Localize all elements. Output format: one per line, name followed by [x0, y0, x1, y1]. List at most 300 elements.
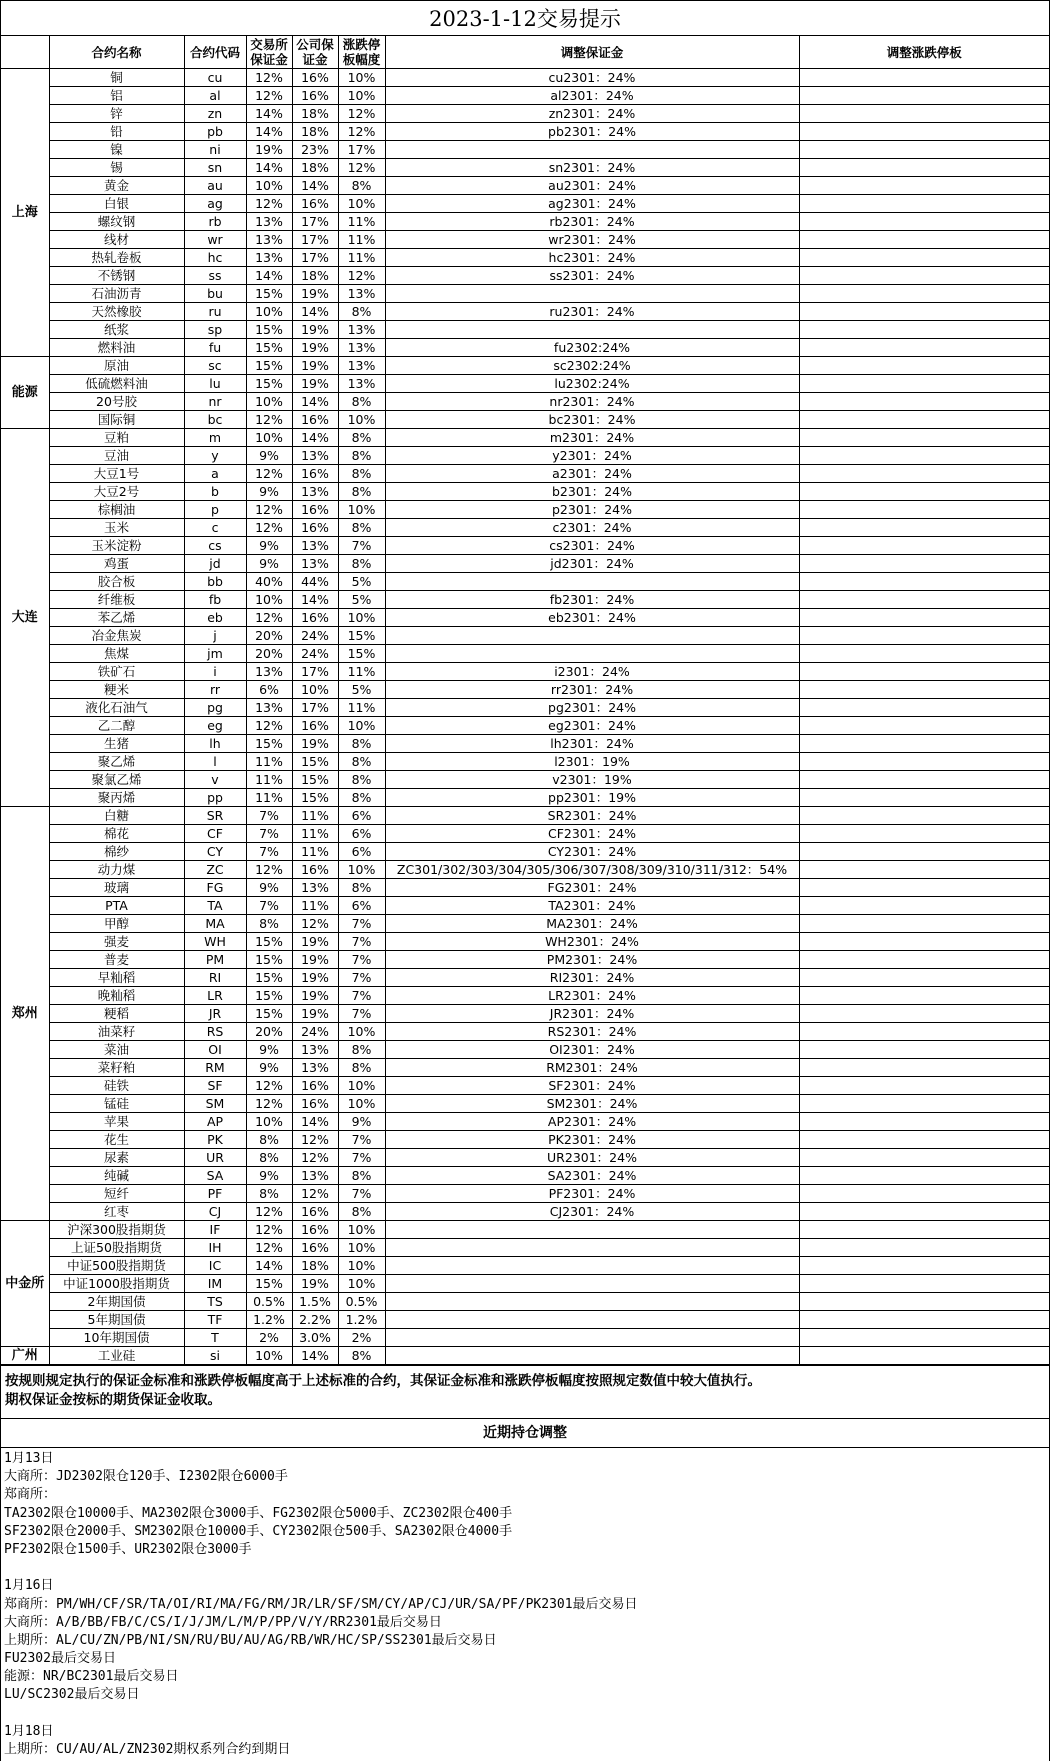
contract-name-cell: 短纤	[49, 1185, 184, 1203]
limit-range-cell: 8%	[338, 447, 385, 465]
contract-name-cell: 豆粕	[49, 429, 184, 447]
position-adjust-line: SF2302限仓2000手、SM2302限仓10000手、CY2302限仓500手、SA2302限仓4000手	[4, 1523, 513, 1539]
table-row	[1, 1239, 1049, 1257]
contract-code-cell: eg	[184, 717, 246, 735]
contract-name-cell: 苯乙烯	[49, 609, 184, 627]
company-margin-cell: 18%	[292, 1257, 338, 1275]
exchange-margin-cell: 12%	[246, 1203, 292, 1221]
company-margin-cell: 16%	[292, 609, 338, 627]
adjusted-margin-cell: RS2301：24%	[385, 1023, 799, 1041]
adjusted-margin-cell: pp2301：19%	[385, 789, 799, 807]
position-adjust-line: 1月13日	[4, 1451, 54, 1466]
limit-range-cell: 12%	[338, 105, 385, 123]
company-margin-cell: 13%	[292, 1059, 338, 1077]
exchange-margin-cell: 15%	[246, 357, 292, 375]
contract-name-cell: 乙二醇	[49, 717, 184, 735]
exchange-margin-cell: 15%	[246, 321, 292, 339]
contract-code-cell: pp	[184, 789, 246, 807]
adjusted-limit-cell	[799, 771, 1049, 789]
limit-range-cell: 13%	[338, 321, 385, 339]
contract-code-cell: jd	[184, 555, 246, 573]
adjusted-limit-cell	[799, 393, 1049, 411]
exchange-margin-cell: 7%	[246, 825, 292, 843]
adjusted-margin-cell: pb2301：24%	[385, 123, 799, 141]
adjusted-limit-cell	[799, 1113, 1049, 1131]
contract-name-cell: 铝	[49, 87, 184, 105]
contract-name-cell: 热轧卷板	[49, 249, 184, 267]
contract-name-cell: 甲醇	[49, 915, 184, 933]
adjusted-limit-cell	[799, 159, 1049, 177]
adjusted-margin-cell: FG2301：24%	[385, 879, 799, 897]
table-row	[1, 1329, 1049, 1347]
table-row	[1, 1041, 1049, 1059]
rules-notice	[1, 1365, 1049, 1418]
contract-name-cell: 沪深300股指期货	[49, 1221, 184, 1239]
table-row	[1, 69, 1049, 87]
contract-name-cell: 白糖	[49, 807, 184, 825]
exchange-margin-cell: 12%	[246, 465, 292, 483]
limit-range-cell: 8%	[338, 177, 385, 195]
company-margin-cell: 19%	[292, 285, 338, 303]
adjusted-limit-cell	[799, 1131, 1049, 1149]
company-margin-cell: 15%	[292, 771, 338, 789]
adjusted-margin-cell	[385, 1221, 799, 1239]
company-margin-cell: 17%	[292, 663, 338, 681]
adjusted-limit-cell	[799, 177, 1049, 195]
contract-name-cell: 菜油	[49, 1041, 184, 1059]
limit-range-cell: 13%	[338, 285, 385, 303]
adjusted-margin-cell: CF2301：24%	[385, 825, 799, 843]
exchange-margin-cell: 0.5%	[246, 1293, 292, 1311]
contract-code-cell: bu	[184, 285, 246, 303]
contract-code-cell: fu	[184, 339, 246, 357]
limit-range-cell: 2%	[338, 1329, 385, 1347]
limit-range-cell: 15%	[338, 627, 385, 645]
exchange-margin-cell: 12%	[246, 717, 292, 735]
table-row	[1, 483, 1049, 501]
table-row	[1, 699, 1049, 717]
contract-code-cell: si	[184, 1347, 246, 1365]
limit-range-cell: 10%	[338, 1221, 385, 1239]
limit-range-cell: 7%	[338, 537, 385, 555]
table-row	[1, 609, 1049, 627]
adjusted-limit-cell	[799, 1275, 1049, 1293]
limit-range-cell: 8%	[338, 753, 385, 771]
adjusted-margin-cell: rr2301：24%	[385, 681, 799, 699]
adjusted-limit-cell	[799, 141, 1049, 159]
contract-name-cell: 纤维板	[49, 591, 184, 609]
limit-range-cell: 8%	[338, 555, 385, 573]
exchange-margin-cell: 9%	[246, 879, 292, 897]
adjusted-limit-cell	[799, 609, 1049, 627]
contract-code-cell: ni	[184, 141, 246, 159]
table-row	[1, 1005, 1049, 1023]
exchange-margin-cell: 15%	[246, 285, 292, 303]
contract-code-cell: j	[184, 627, 246, 645]
contract-code-cell: JR	[184, 1005, 246, 1023]
adjusted-limit-cell	[799, 537, 1049, 555]
adjusted-margin-cell: p2301：24%	[385, 501, 799, 519]
contract-name-cell: 豆油	[49, 447, 184, 465]
table-row	[1, 501, 1049, 519]
adjusted-margin-cell: ru2301：24%	[385, 303, 799, 321]
exchange-margin-cell: 7%	[246, 843, 292, 861]
exchange-margin-cell: 13%	[246, 231, 292, 249]
exchange-margin-cell: 40%	[246, 573, 292, 591]
exchange-margin-cell: 8%	[246, 915, 292, 933]
adjusted-limit-cell	[799, 627, 1049, 645]
table-row	[1, 159, 1049, 177]
exchange-margin-cell: 9%	[246, 447, 292, 465]
limit-range-cell: 7%	[338, 951, 385, 969]
contract-code-cell: CJ	[184, 1203, 246, 1221]
adjusted-limit-cell	[799, 411, 1049, 429]
exchange-margin-cell: 9%	[246, 483, 292, 501]
table-row	[1, 1149, 1049, 1167]
company-margin-cell: 19%	[292, 1275, 338, 1293]
adjusted-margin-cell: rb2301：24%	[385, 213, 799, 231]
adjusted-limit-cell	[799, 69, 1049, 87]
adjusted-margin-cell: WH2301：24%	[385, 933, 799, 951]
contract-name-cell: PTA	[49, 897, 184, 915]
exchange-margin-cell: 15%	[246, 375, 292, 393]
contract-name-cell: 硅铁	[49, 1077, 184, 1095]
header-adjusted-margin: 调整保证金	[385, 36, 799, 69]
exchange-margin-cell: 12%	[246, 1095, 292, 1113]
contract-code-cell: SM	[184, 1095, 246, 1113]
table-row	[1, 465, 1049, 483]
exchange-cell: 能源	[1, 357, 49, 429]
position-adjust-line: 大商所：JD2302限仓120手、I2302限仓6000手	[4, 1469, 288, 1485]
limit-range-cell: 11%	[338, 231, 385, 249]
company-margin-cell: 18%	[292, 105, 338, 123]
contract-code-cell: bc	[184, 411, 246, 429]
adjusted-margin-cell: a2301：24%	[385, 465, 799, 483]
contract-code-cell: cu	[184, 69, 246, 87]
limit-range-cell: 8%	[338, 1041, 385, 1059]
limit-range-cell: 13%	[338, 375, 385, 393]
company-margin-cell: 18%	[292, 267, 338, 285]
adjusted-margin-cell: CJ2301：24%	[385, 1203, 799, 1221]
exchange-cell: 广州	[1, 1347, 49, 1365]
exchange-margin-cell: 12%	[246, 1077, 292, 1095]
adjusted-limit-cell	[799, 681, 1049, 699]
adjusted-limit-cell	[799, 555, 1049, 573]
adjusted-margin-cell: OI2301：24%	[385, 1041, 799, 1059]
company-margin-cell: 24%	[292, 645, 338, 663]
company-margin-cell: 19%	[292, 933, 338, 951]
company-margin-cell: 13%	[292, 555, 338, 573]
exchange-margin-cell: 10%	[246, 393, 292, 411]
adjusted-limit-cell	[799, 951, 1049, 969]
contract-name-cell: 锰硅	[49, 1095, 184, 1113]
contract-code-cell: RM	[184, 1059, 246, 1077]
table-row	[1, 1023, 1049, 1041]
contract-name-cell: 天然橡胶	[49, 303, 184, 321]
table-row	[1, 447, 1049, 465]
table-row	[1, 1257, 1049, 1275]
adjusted-limit-cell	[799, 519, 1049, 537]
table-row	[1, 1275, 1049, 1293]
company-margin-cell: 11%	[292, 825, 338, 843]
limit-range-cell: 10%	[338, 501, 385, 519]
adjusted-margin-cell: ag2301：24%	[385, 195, 799, 213]
table-row	[1, 663, 1049, 681]
adjusted-limit-cell	[799, 249, 1049, 267]
contract-name-cell: 白银	[49, 195, 184, 213]
contract-code-cell: p	[184, 501, 246, 519]
contract-name-cell: 螺纹钢	[49, 213, 184, 231]
adjusted-margin-cell: nr2301：24%	[385, 393, 799, 411]
exchange-margin-cell: 13%	[246, 249, 292, 267]
adjusted-limit-cell	[799, 807, 1049, 825]
limit-range-cell: 8%	[338, 879, 385, 897]
contract-code-cell: RS	[184, 1023, 246, 1041]
exchange-margin-cell: 7%	[246, 807, 292, 825]
adjusted-margin-cell	[385, 1257, 799, 1275]
adjusted-margin-cell: ss2301：24%	[385, 267, 799, 285]
contract-name-cell: 锌	[49, 105, 184, 123]
limit-range-cell: 11%	[338, 249, 385, 267]
contract-code-cell: wr	[184, 231, 246, 249]
contract-code-cell: au	[184, 177, 246, 195]
adjusted-margin-cell: eb2301：24%	[385, 609, 799, 627]
company-margin-cell: 14%	[292, 1113, 338, 1131]
limit-range-cell: 12%	[338, 267, 385, 285]
contract-name-cell: 棕榈油	[49, 501, 184, 519]
contract-code-cell: CF	[184, 825, 246, 843]
adjusted-limit-cell	[799, 663, 1049, 681]
company-margin-cell: 10%	[292, 681, 338, 699]
limit-range-cell: 6%	[338, 843, 385, 861]
contract-code-cell: IC	[184, 1257, 246, 1275]
adjusted-limit-cell	[799, 591, 1049, 609]
exchange-margin-cell: 10%	[246, 591, 292, 609]
exchange-margin-cell: 15%	[246, 969, 292, 987]
contract-code-cell: bb	[184, 573, 246, 591]
company-margin-cell: 19%	[292, 357, 338, 375]
limit-range-cell: 5%	[338, 591, 385, 609]
contract-code-cell: c	[184, 519, 246, 537]
table-row	[1, 807, 1049, 825]
contract-code-cell: zn	[184, 105, 246, 123]
exchange-margin-cell: 9%	[246, 555, 292, 573]
contract-code-cell: jm	[184, 645, 246, 663]
table-row	[1, 1347, 1049, 1365]
adjusted-limit-cell	[799, 717, 1049, 735]
contract-name-cell: 尿素	[49, 1149, 184, 1167]
table-row	[1, 249, 1049, 267]
limit-range-cell: 8%	[338, 789, 385, 807]
contract-code-cell: UR	[184, 1149, 246, 1167]
company-margin-cell: 16%	[292, 861, 338, 879]
contract-code-cell: MA	[184, 915, 246, 933]
table-row	[1, 645, 1049, 663]
limit-range-cell: 11%	[338, 699, 385, 717]
exchange-margin-cell: 14%	[246, 159, 292, 177]
company-margin-cell: 14%	[292, 1347, 338, 1365]
adjusted-limit-cell	[799, 213, 1049, 231]
contract-name-cell: 动力煤	[49, 861, 184, 879]
adjusted-margin-cell: bc2301：24%	[385, 411, 799, 429]
contract-name-cell: 不锈钢	[49, 267, 184, 285]
adjusted-limit-cell	[799, 753, 1049, 771]
limit-range-cell: 8%	[338, 735, 385, 753]
adjusted-margin-cell	[385, 1347, 799, 1365]
contract-code-cell: SR	[184, 807, 246, 825]
position-adjust-title: 近期持仓调整	[1, 1418, 1049, 1448]
margin-table	[1, 36, 1049, 1365]
exchange-margin-cell: 15%	[246, 735, 292, 753]
contract-name-cell: 早籼稻	[49, 969, 184, 987]
table-row	[1, 213, 1049, 231]
contract-name-cell: 红枣	[49, 1203, 184, 1221]
position-adjust-line: 大商所：A/B/BB/FB/C/CS/I/J/JM/L/M/P/PP/V/Y/RR2301最后交易日	[4, 1614, 442, 1630]
table-row	[1, 951, 1049, 969]
table-row	[1, 429, 1049, 447]
contract-name-cell: 普麦	[49, 951, 184, 969]
adjusted-margin-cell: PM2301：24%	[385, 951, 799, 969]
exchange-margin-cell: 2%	[246, 1329, 292, 1347]
table-row	[1, 573, 1049, 591]
table-row	[1, 987, 1049, 1005]
position-adjust-line: PF2302限仓1500手、UR2302限仓3000手	[4, 1541, 252, 1557]
adjusted-limit-cell	[799, 123, 1049, 141]
exchange-margin-cell: 12%	[246, 609, 292, 627]
exchange-margin-cell: 12%	[246, 519, 292, 537]
company-margin-cell: 16%	[292, 69, 338, 87]
exchange-margin-cell: 7%	[246, 897, 292, 915]
exchange-margin-cell: 1.2%	[246, 1311, 292, 1329]
limit-range-cell: 8%	[338, 519, 385, 537]
adjusted-limit-cell	[799, 447, 1049, 465]
company-margin-cell: 19%	[292, 1005, 338, 1023]
exchange-margin-cell: 8%	[246, 1131, 292, 1149]
contract-code-cell: IF	[184, 1221, 246, 1239]
contract-code-cell: rb	[184, 213, 246, 231]
company-margin-cell: 14%	[292, 591, 338, 609]
exchange-margin-cell: 19%	[246, 141, 292, 159]
limit-range-cell: 6%	[338, 897, 385, 915]
exchange-margin-cell: 14%	[246, 123, 292, 141]
company-margin-cell: 13%	[292, 1167, 338, 1185]
exchange-cell: 上海	[1, 69, 49, 357]
contract-code-cell: i	[184, 663, 246, 681]
table-row	[1, 753, 1049, 771]
adjusted-limit-cell	[799, 1311, 1049, 1329]
limit-range-cell: 17%	[338, 141, 385, 159]
adjusted-margin-cell: SR2301：24%	[385, 807, 799, 825]
adjusted-margin-cell: AP2301：24%	[385, 1113, 799, 1131]
contract-code-cell: rr	[184, 681, 246, 699]
company-margin-cell: 14%	[292, 393, 338, 411]
table-row	[1, 321, 1049, 339]
adjusted-limit-cell	[799, 789, 1049, 807]
exchange-margin-cell: 15%	[246, 339, 292, 357]
table-row	[1, 357, 1049, 375]
adjusted-margin-cell: au2301：24%	[385, 177, 799, 195]
notice-line: 期权保证金按标的期货保证金收取。	[5, 1392, 221, 1408]
position-adjust-line: LU/SC2302最后交易日	[4, 1687, 140, 1703]
exchange-margin-cell: 12%	[246, 87, 292, 105]
contract-name-cell: 铜	[49, 69, 184, 87]
header-company-margin: 公司保证金	[292, 36, 338, 69]
table-row	[1, 375, 1049, 393]
contract-name-cell: 粳稻	[49, 1005, 184, 1023]
contract-code-cell: fb	[184, 591, 246, 609]
limit-range-cell: 13%	[338, 339, 385, 357]
exchange-margin-cell: 9%	[246, 1059, 292, 1077]
contract-name-cell: 铁矿石	[49, 663, 184, 681]
limit-range-cell: 5%	[338, 681, 385, 699]
company-margin-cell: 13%	[292, 1041, 338, 1059]
table-row	[1, 177, 1049, 195]
company-margin-cell: 13%	[292, 483, 338, 501]
contract-name-cell: 苹果	[49, 1113, 184, 1131]
contract-code-cell: PM	[184, 951, 246, 969]
company-margin-cell: 16%	[292, 195, 338, 213]
limit-range-cell: 7%	[338, 1131, 385, 1149]
company-margin-cell: 14%	[292, 303, 338, 321]
company-margin-cell: 11%	[292, 897, 338, 915]
contract-name-cell: 上证50股指期货	[49, 1239, 184, 1257]
adjusted-limit-cell	[799, 357, 1049, 375]
company-margin-cell: 24%	[292, 627, 338, 645]
company-margin-cell: 16%	[292, 1221, 338, 1239]
adjusted-margin-cell: eg2301：24%	[385, 717, 799, 735]
contract-code-cell: lh	[184, 735, 246, 753]
limit-range-cell: 11%	[338, 663, 385, 681]
contract-code-cell: TA	[184, 897, 246, 915]
adjusted-margin-cell: ZC301/302/303/304/305/306/307/308/309/310/311/312：54%	[385, 861, 799, 879]
contract-code-cell: nr	[184, 393, 246, 411]
company-margin-cell: 19%	[292, 951, 338, 969]
adjusted-limit-cell	[799, 501, 1049, 519]
adjusted-margin-cell: LR2301：24%	[385, 987, 799, 1005]
header-contract-code: 合约代码	[184, 36, 246, 69]
table-row	[1, 735, 1049, 753]
limit-range-cell: 7%	[338, 987, 385, 1005]
exchange-margin-cell: 15%	[246, 933, 292, 951]
adjusted-margin-cell	[385, 627, 799, 645]
table-row	[1, 681, 1049, 699]
table-row	[1, 105, 1049, 123]
table-row	[1, 843, 1049, 861]
position-adjust-line: 1月18日	[4, 1723, 54, 1739]
adjusted-limit-cell	[799, 267, 1049, 285]
contract-code-cell: ag	[184, 195, 246, 213]
contract-name-cell: 5年期国债	[49, 1311, 184, 1329]
limit-range-cell: 8%	[338, 1167, 385, 1185]
adjusted-margin-cell	[385, 1239, 799, 1257]
limit-range-cell: 7%	[338, 1185, 385, 1203]
company-margin-cell: 16%	[292, 411, 338, 429]
exchange-margin-cell: 20%	[246, 645, 292, 663]
contract-name-cell: 鸡蛋	[49, 555, 184, 573]
position-adjust-list	[1, 1448, 1049, 1761]
contract-code-cell: FG	[184, 879, 246, 897]
exchange-margin-cell: 10%	[246, 1113, 292, 1131]
adjusted-margin-cell: cs2301：24%	[385, 537, 799, 555]
limit-range-cell: 10%	[338, 1023, 385, 1041]
exchange-margin-cell: 8%	[246, 1149, 292, 1167]
company-margin-cell: 17%	[292, 213, 338, 231]
limit-range-cell: 6%	[338, 825, 385, 843]
adjusted-limit-cell	[799, 195, 1049, 213]
adjusted-margin-cell: al2301：24%	[385, 87, 799, 105]
contract-name-cell: 铅	[49, 123, 184, 141]
contract-name-cell: 冶金焦炭	[49, 627, 184, 645]
